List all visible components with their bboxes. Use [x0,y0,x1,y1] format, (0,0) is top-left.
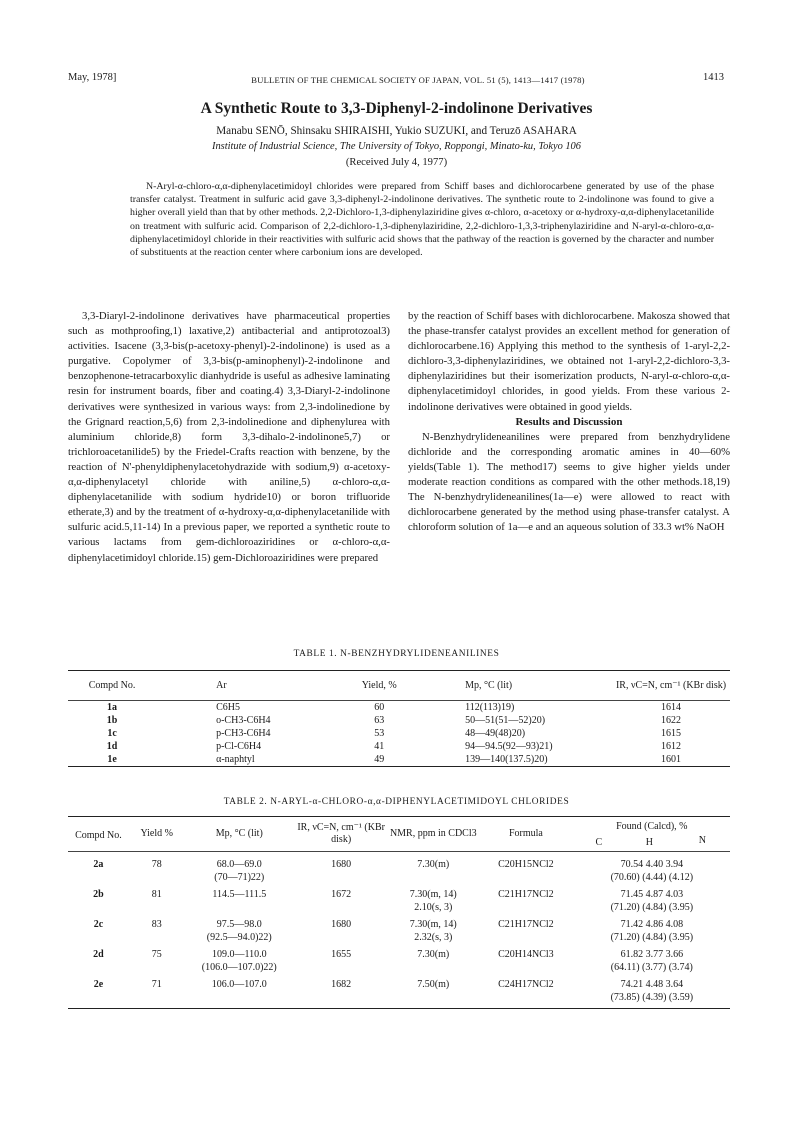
table-cell: 1614 [612,701,730,715]
table-cell: 94—94.5(92—93)21) [465,741,553,752]
table-cell: 2e [93,979,104,990]
table-cell: 2c [93,919,104,930]
table-cell: 48—49(48)20) [465,728,526,739]
table-cell: 7.50(m) [417,979,450,990]
table-cell: 1c [107,728,117,739]
table-cell: (92.5—94.0)22) [206,932,272,943]
table-cell: 49 [374,754,385,765]
table-cell: 1b [106,715,118,726]
table-cell: 70.54 4.40 3.94 [620,859,684,870]
table-cell: p-CH3-C6H4 [216,728,271,739]
table-cell: 2b [93,889,104,900]
table-cell: 75 [151,949,162,960]
abstract: N-Aryl-α-chloro-α,α-diphenylacetimidoyl chlorides were prepared from Schiff bases and dichlorocarbene generated by use of the phase transfer catalyst. Treatment in sulfuric acid gave 3,3-diphenyl-2-indolinone derivatives. The synthetic route to 2-indolinone was found to give a higher overall yield than that by other methods. 2,2-Dichloro-1,3-diphenylaziridine gives α-chloro, α-acetoxy or α-hydroxy-α,α-diphenylacetanilide on treatment with sulfuric acid. Comparison of 2,2-dichloro-1,3-diphenylaziridine, 2,2-dichloro-1,3,3-triphenylaziridine and N-aryl-α-chloro-α,α-diphenylacetimidoyl chloride in their reactivities with sulfuric acid shows that the pathway of the reaction is governed by the character and number of substituents at the reaction center where carbonium ions are developed. [130,181,714,259]
affiliation: Institute of Industrial Science, The University of Tokyo, Roppongi, Minato-ku, Tokyo 106 [212,141,581,152]
running-header-date: May, 1978] [68,72,117,83]
table-cell: 7.30(m) [417,949,450,960]
table-cell: 7.30(m, 14) [409,919,457,930]
author-list: Manabu SENŌ, Shinsaku SHIRAISHI, Yukio SUZUKI, and Teruzō ASAHARA [216,125,577,137]
table2-header: C [595,836,603,848]
table-cell: 114.5—111.5 [212,889,267,900]
table2-header: Yield % [140,828,173,839]
table1-header: Ar [216,679,227,691]
table-cell: 1e [107,754,117,765]
body-column-right [408,309,730,535]
table-cell: 83 [151,919,162,930]
table-cell: 109.0—110.0 [211,949,267,960]
table-cell: C20H15NCl2 [498,859,554,870]
table2-header: N [698,835,706,846]
page-number: 1413 [703,72,724,83]
table-cell: 1a [68,701,156,715]
table-cell: 2d [93,949,104,960]
table-cell [185,901,294,918]
body-column-left [68,309,390,566]
table-cell: (70—71)22) [214,872,265,883]
table-cell: 1d [106,741,118,752]
table-cell: 7.30(m, 14) [409,889,457,900]
table-cell: 78 [151,859,162,870]
table-cell: 1601 [661,754,681,765]
table-cell: C24H17NCl2 [498,979,554,990]
table-cell: C21H17NCl2 [498,889,554,900]
table-cell: p-Cl-C6H4 [216,741,262,752]
table-cell: 1680 [331,919,352,930]
table-cell: 81 [151,889,162,900]
table-cell: (71.20) (4.84) (3.95) [610,932,694,943]
table-cell: 139—140(137.5)20) [465,754,548,765]
table-cell: 1622 [661,715,681,726]
table-cell: 50—51(51—52)20) [465,715,546,726]
received-date: (Received July 4, 1977) [345,157,448,168]
table2-header: Compd No. [75,829,122,841]
table-cell: 71.45 4.87 4.03 [620,889,684,900]
table1-caption: TABLE 1. N-BENZHYDRYLIDENEANILINES [293,649,500,659]
table1-header: Compd No. [88,679,136,691]
table-cell: 71.42 4.86 4.08 [620,919,684,930]
table-cell: 97.5—98.0 [216,919,262,930]
table-cell: 1612 [661,741,681,752]
table-cell: 2.32(s, 3) [414,932,453,943]
table-cell: 112(113)19) [425,701,612,715]
table-cell: 1655 [331,949,352,960]
body-paragraph: by the reaction of Schiff bases with dichlorocarbene. Makosza showed that the phase-transfer catalyst provides an excellent method for generation of dichlorocarbene.16) Applying this method to the synthesis of 1-aryl-2,2-dichloro-3,3-diphenylaziridines, we obtained not 1-aryl-2,2-dichloro-3,3-diphenylaziridines but their isomerization products, N-aryl-α-chloro-α,α-diphenylacetimidoyl chlorides, in good yields. From these various 2-indolinone derivatives were obtained in good yields. [408,310,730,413]
table1 [68,670,730,767]
table-cell: 71 [151,979,162,990]
section-heading: Results and Discussion [515,415,623,428]
table2-header: NMR, ppm in CDCl3 [389,828,477,839]
table2-header: Mp, °C (lit) [215,828,263,839]
table-cell [388,871,478,888]
body-paragraph: 3,3-Diaryl-2-indolinone derivatives have pharmaceutical properties such as mothproofing,1) laxative,2) antibacterial and antiprotozoal3) activities. Isacene (3,3-bis(p-acetoxy-phenyl)-2-indolinone) is used as a purgative. Copolymer of 3,3-bis(p-aminophenyl)-2-indolinone and benzophenone-tetracarboxylic dianhydride is useful as adhesive laminating resin for instrument boards, fiber and coating.4) 3,3-Diaryl-2-indolinone derivatives were synthesized in various ways: from 2,3-indolinedione by the Grignard reaction,5,6) from 2,3-indolinedione and diphenylurea with aluminium chloride,8) form 3,3-dihalo-2-indolinone5,7) or trichloroacetanilide5) by the Friedel-Crafts reaction with benzene, by the reaction of N'-phenyldiphenylacetohydrazide with sodium,9) α-acetoxy-α,α-diphenylacetyl chloride with aniline,5) α-chloro-α,α-diphenylacetanilide with sodium hydride10) or boron trifluoride etherate,3) and by the treatment of α-hydroxy-α,α-diphenylacetanilide with sulfuric acid.5,11-14) In a previous paper, we reported a synthetic route to various lactams from gem-dichloroaziridines or α-chloro-α,α-diphenylacetimidoyl chloride.15) gem-Dichloroaziridines were prepared [68,310,390,564]
table-cell: 61.82 3.77 3.66 [620,949,684,960]
table-cell: 1682 [331,979,352,990]
table-cell: 2.10(s, 3) [414,902,453,913]
table-cell: 106.0—107.0 [211,979,267,990]
table-cell: (70.60) (4.44) (4.12) [610,872,694,883]
running-header-journal: BULLETIN OF THE CHEMICAL SOCIETY OF JAPAN, VOL. 51 (5), 1413—1417 (1978) [251,75,585,85]
table1-header: Yield, % [361,679,397,691]
table-cell: 1615 [661,728,681,739]
table-cell: 2a [93,859,104,870]
table1-header: IR, νC=N, cm⁻¹ (KBr disk) [615,679,727,691]
table-cell: o-CH3-C6H4 [216,715,271,726]
table-cell: 41 [374,741,385,752]
table-cell: 63 [374,715,385,726]
table-cell: C6H5 [156,701,333,715]
table-cell: 60 [333,701,425,715]
table-cell: 1672 [331,889,352,900]
table1-header: Mp, °C (lit) [465,679,513,691]
table-cell: 7.30(m) [417,859,450,870]
table-cell: C21H17NCl2 [498,919,554,930]
table-cell: 53 [374,728,385,739]
table2 [68,816,730,1009]
table-cell: 68.0—69.0 [216,859,262,870]
table-cell: 1680 [331,859,352,870]
table-cell: (71.20) (4.84) (3.95) [610,902,694,913]
paper-title: A Synthetic Route to 3,3-Diphenyl-2-indolinone Derivatives [200,100,593,117]
table2-header: Formula [508,828,543,839]
table-cell [185,991,294,1009]
table2-header: Found (Calcd), % [616,821,688,832]
table-cell [388,991,478,1009]
table2-header: H [645,836,653,848]
table-cell: C20H14NCl3 [498,949,554,960]
table-cell: (106.0—107.0)22) [201,962,277,973]
table-cell: 74.21 4.48 3.64 [620,979,684,990]
body-paragraph: N-Benzhydrylideneanilines were prepared from benzhydrylidene dichloride and the corresponding aromatic amines in 40—60% yields(Table 1). The method17) seems to give higher yields under moderate reaction conditions as compared with the other methods.18,19) The N-benzhydrylideneanilines(1a—e) were allowed to react with dichlorocarbene generated by the method using phase-transfer catalyst. A chloroform solution of 1a—e and an aqueous solution of 33.3 wt% NaOH [408,430,730,534]
table2-header: IR, νC=N, cm⁻¹ (KBr disk) [297,822,385,845]
table2-caption: TABLE 2. N-ARYL-α-CHLORO-α,α-DIPHENYLACETIMIDOYL CHLORIDES [223,797,570,807]
table-cell: (64.11) (3.77) (3.74) [610,962,693,973]
table-cell [388,961,478,978]
table-cell: α-naphtyl [216,754,255,765]
table-cell: (73.85) (4.39) (3.59) [610,992,694,1003]
